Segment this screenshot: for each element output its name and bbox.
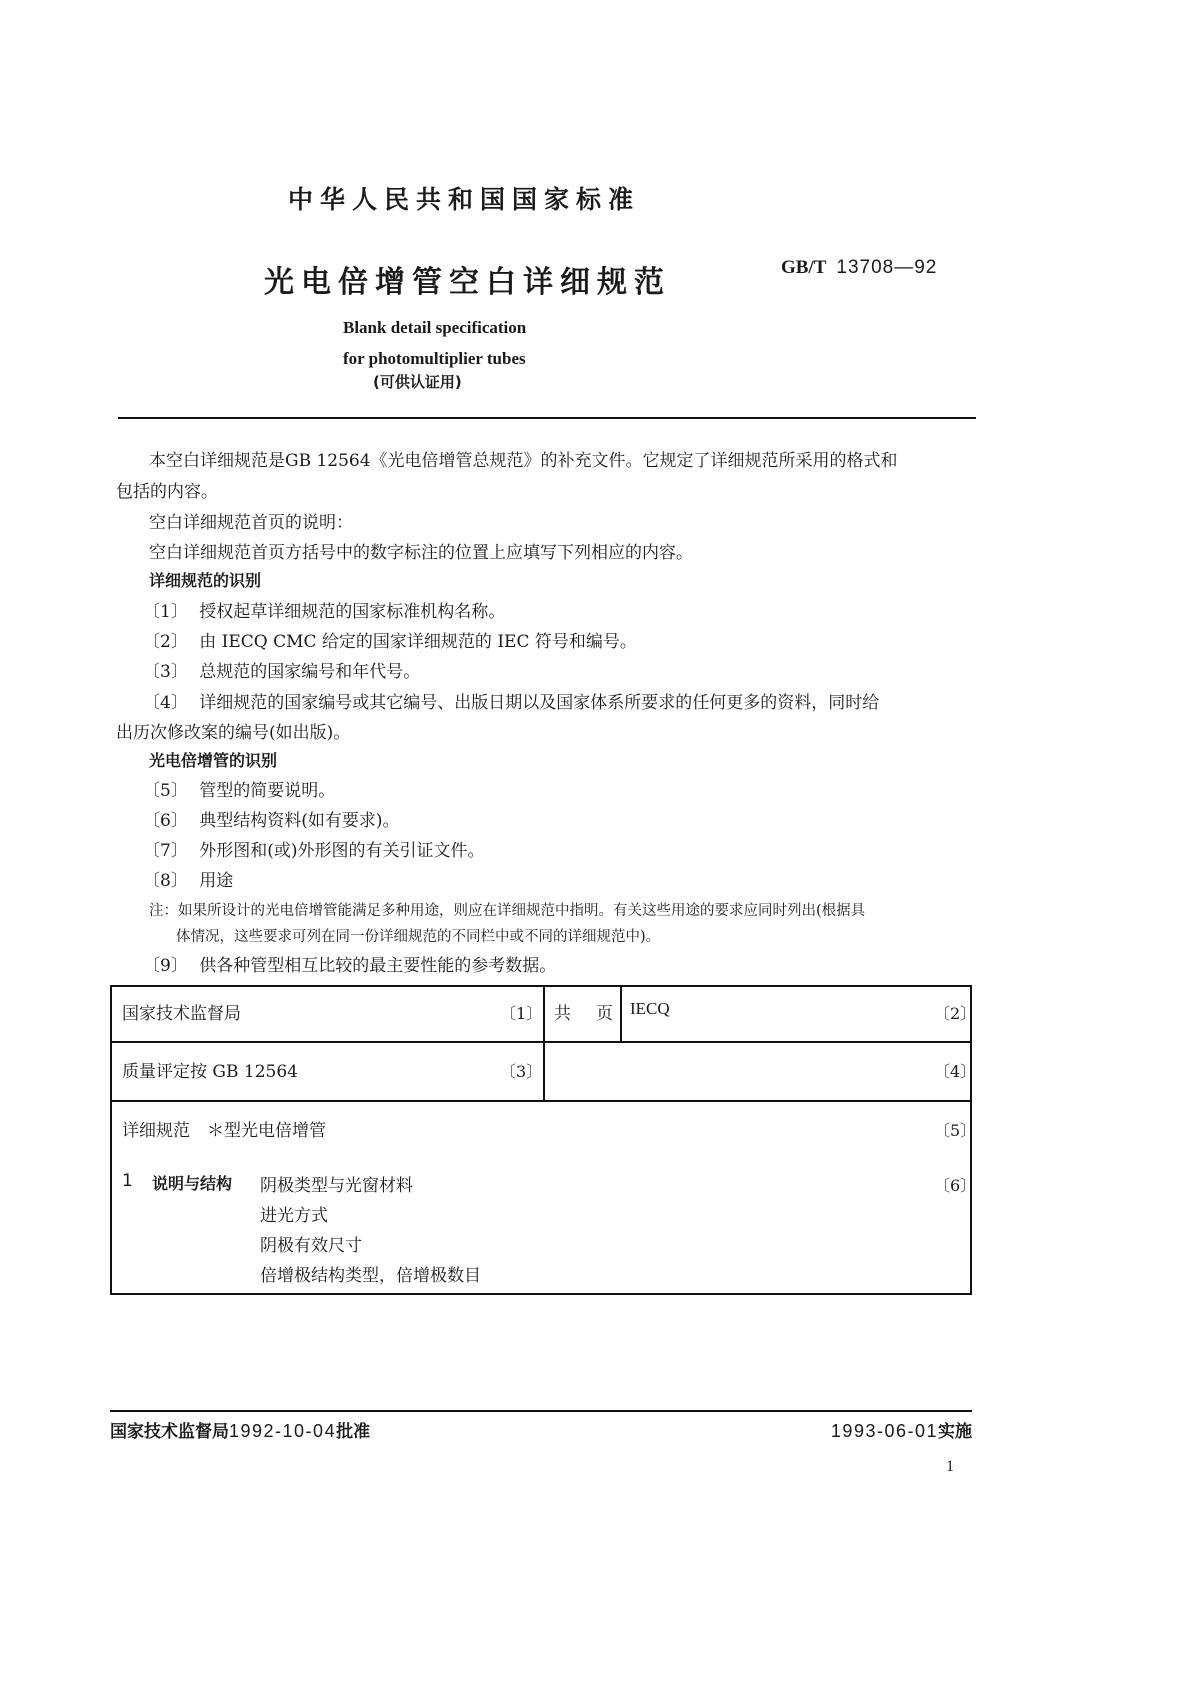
column-divider-2 — [620, 987, 622, 1042]
standard-code-prefix: GB/T — [781, 257, 827, 278]
item-ref: 〔6〕 — [143, 811, 188, 831]
item-text: 授权起草详细规范的国家标准机构名称。 — [199, 602, 506, 622]
quality-assessment-ref: 〔3〕 — [500, 1062, 543, 1081]
national-standard-heading: 中华人民共和国国家标准 — [288, 185, 641, 214]
standard-code — [781, 256, 937, 279]
tube-type-ref: 〔5〕 — [934, 1121, 977, 1140]
row-divider-2 — [112, 1100, 970, 1102]
list-item-ref-5 — [143, 776, 335, 801]
list-item-ref-4 — [143, 688, 879, 713]
header-divider — [118, 417, 976, 419]
structure-line-cathode-window: 阴极类型与光窗材料 — [260, 1176, 413, 1196]
list-item-ref-2 — [143, 627, 637, 652]
item-text: 外形图和(或)外形图的有关引证文件。 — [199, 841, 485, 861]
list-item-ref-1 — [143, 597, 505, 622]
spec-number-ref: 〔4〕 — [934, 1062, 977, 1081]
english-title-line-1: Blank detail specification — [343, 318, 527, 337]
tube-type-label: ＊型光电倍增管 — [207, 1121, 326, 1141]
iecq-cell: IECQ — [630, 999, 670, 1018]
implementation-date: 1993-06-01 — [830, 1421, 938, 1441]
structure-line-cathode-size: 阴极有效尺寸 — [260, 1236, 362, 1256]
item-ref: 〔3〕 — [143, 662, 188, 682]
authority-cell: 国家技术监督局 — [122, 1004, 241, 1024]
pages-label-total: 共 — [554, 1004, 571, 1024]
authority-ref: 〔1〕 — [500, 1004, 543, 1023]
implementation-suffix: 实施 — [938, 1422, 972, 1442]
item-text: 由 IECQ CMC 给定的国家详细规范的 IEC 符号和编号。 — [199, 632, 637, 652]
document-title: 光电倍增管空白详细规范 — [264, 265, 671, 300]
approval-date: 1992-10-04 — [229, 1421, 337, 1441]
item-text: 用途 — [199, 871, 234, 891]
list-item-ref-7 — [143, 836, 485, 861]
list-item-ref-4-continued: 出历次修改案的编号(如出版)。 — [116, 723, 351, 743]
pages-label-page: 页 — [596, 1004, 613, 1024]
structure-line-dynode: 倍增极结构类型，倍增极数目 — [260, 1266, 481, 1286]
item-ref: 〔2〕 — [143, 632, 188, 652]
list-item-ref-6 — [143, 806, 400, 831]
item-ref: 〔7〕 — [143, 841, 188, 861]
item-ref: 〔5〕 — [143, 781, 188, 801]
section-title-description-structure: 说明与结构 — [152, 1174, 233, 1193]
structure-ref: 〔6〕 — [934, 1176, 977, 1195]
detail-spec-label: 详细规范 — [122, 1121, 190, 1141]
footer-divider — [110, 1410, 972, 1412]
item-ref: 〔8〕 — [143, 871, 188, 891]
intro-paragraph-line-1: 本空白详细规范是GB 12564《光电倍增管总规范》的补充文件。它规定了详细规范所采用的格式和 — [149, 451, 898, 471]
item-text: 典型结构资料(如有要求)。 — [199, 811, 400, 831]
structure-line-light-entry: 进光方式 — [260, 1206, 328, 1226]
page-number: 1 — [946, 1458, 954, 1475]
section-heading-spec-identification: 详细规范的识别 — [149, 571, 262, 590]
iecq-ref: 〔2〕 — [934, 1004, 977, 1023]
implementation-statement — [831, 1417, 972, 1442]
list-item-ref-8 — [143, 866, 233, 891]
list-item-ref-9 — [143, 951, 556, 976]
item-text: 详细规范的国家编号或其它编号、出版日期以及国家体系所要求的任何更多的资料，同时给 — [199, 693, 880, 713]
row-divider-1 — [112, 1041, 970, 1043]
item-text: 管型的简要说明。 — [199, 781, 336, 801]
approval-org: 国家技术监督局 — [110, 1422, 229, 1442]
item-ref: 〔4〕 — [143, 693, 188, 713]
section-number: 1 — [122, 1171, 133, 1191]
section-heading-tube-identification: 光电倍增管的识别 — [149, 751, 278, 770]
first-page-note: 空白详细规范首页的说明： — [149, 513, 353, 533]
item-text: 总规范的国家编号和年代号。 — [199, 662, 421, 682]
quality-assessment-cell: 质量评定按 GB 12564 — [122, 1062, 298, 1082]
item-ref: 〔1〕 — [143, 602, 188, 622]
column-divider-1 — [543, 987, 545, 1101]
item-text: 供各种管型相互比较的最主要性能的参考数据。 — [199, 956, 557, 976]
certification-note: (可供认证用) — [373, 373, 462, 391]
approval-suffix: 批准 — [336, 1422, 371, 1442]
usage-note-line-2: 体情况，这些要求可列在同一份详细规范的不同栏中或不同的详细规范中)。 — [176, 929, 661, 945]
item-ref: 〔9〕 — [143, 956, 188, 976]
list-item-ref-3 — [143, 657, 420, 682]
usage-note-line-1: 注：如果所设计的光电倍增管能满足多种用途，则应在详细规范中指明。有关这些用途的要求应同时列出(根据具 — [149, 903, 866, 919]
intro-paragraph-line-2: 包括的内容。 — [116, 482, 218, 502]
first-page-form-table — [110, 985, 977, 1295]
first-page-instruction: 空白详细规范首页方括号中的数字标注的位置上应填写下列相应的内容。 — [149, 543, 693, 563]
standard-code-number: 13708—92 — [836, 257, 938, 278]
english-title-line-2: for photomultiplier tubes — [343, 349, 526, 368]
approval-statement — [110, 1417, 370, 1442]
